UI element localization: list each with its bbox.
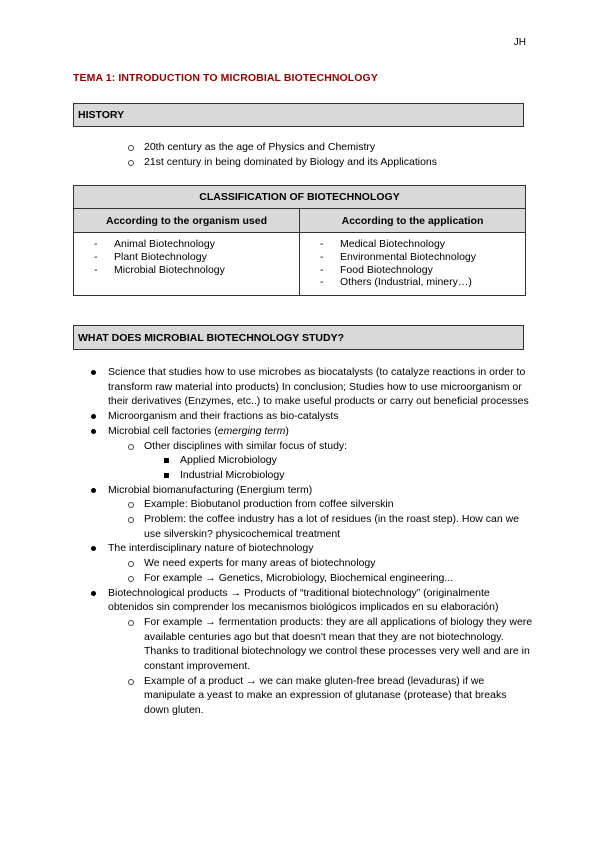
list-item [88, 424, 533, 483]
list-item [88, 586, 533, 718]
list-item: - Animal Biotechnology [74, 238, 299, 251]
list-item: 20th century as the age of Physics and Chemistry [124, 140, 437, 155]
author-initials: JH [513, 37, 526, 48]
list-item: - Microbial Biotechnology [74, 264, 299, 277]
list-item: - Medical Biotechnology [300, 238, 525, 251]
list-item-text: Microbial cell factories ( [108, 424, 218, 437]
list-item: Example of a product → we can make gluten-free bread (levaduras) if we manipulate a yeast to make an expression of glutanase (protease) that breaks down gluten. [108, 674, 533, 718]
list-item: - Plant Biotechnology [74, 251, 299, 264]
list-item: For example → fermentation products: they are all applications of biology they were available centuries ago but that doesn't mean that they are not biotechnology. Thanks to traditional biotechnology we control these processes very well and are in constant improvement. [108, 615, 533, 674]
history-heading-label: HISTORY [78, 109, 125, 121]
list-item-text: The interdisciplinary nature of biotechnology [108, 542, 314, 555]
column-header-organism: According to the organism used [74, 209, 300, 233]
list-item [88, 483, 533, 542]
study-heading-label: WHAT DOES MICROBIAL BIOTECHNOLOGY STUDY? [78, 331, 345, 344]
history-list [124, 140, 437, 170]
document-title: TEMA 1: INTRODUCTION TO MICROBIAL BIOTECHNOLOGY [73, 72, 378, 84]
study-list [88, 365, 533, 718]
classification-table [73, 185, 526, 296]
study-heading [73, 325, 524, 350]
list-item: Applied Microbiology [144, 453, 533, 468]
organism-cell [74, 233, 300, 296]
list-item: Science that studies how to use microbes as biocatalysts (to catalyze reactions in order to transform raw material into products) In conclusion; Studies how to use microorganism or their derivatives (Enzymes, etc..) to make useful products or carry out beneficial processes [88, 365, 533, 409]
list-item: - Others (Industrial, minery…) [300, 276, 525, 289]
list-item [88, 541, 533, 585]
list-item: We need experts for many areas of biotechnology [108, 556, 533, 571]
list-item-text: ) [285, 424, 289, 437]
list-item: Microorganism and their fractions as bio-catalysts [88, 409, 533, 424]
history-heading [73, 103, 524, 127]
list-item: Industrial Microbiology [144, 468, 533, 483]
list-item: - Food Biotechnology [300, 264, 525, 277]
column-header-application: According to the application [300, 209, 526, 233]
list-item-text: Microbial biomanufacturing (Energium term) [108, 483, 313, 496]
list-item: For example → Genetics, Microbiology, Biochemical engineering... [108, 571, 533, 586]
list-item-text: Biotechnological products → Products of “traditional biotechnology” (originalmente obtenidos sin comprender los mecanismos biológicos implicados en su elaboración) [108, 586, 499, 614]
classification-title: CLASSIFICATION OF BIOTECHNOLOGY [74, 186, 526, 209]
list-item: Example: Biobutanol production from coffee silverskin [108, 497, 533, 512]
application-cell [300, 233, 526, 296]
emphasis-text: emerging term [217, 424, 286, 437]
list-item: - Environmental Biotechnology [300, 251, 525, 264]
list-item: 21st century in being dominated by Biology and its Applications [124, 155, 437, 170]
list-item: Problem: the coffee industry has a lot of residues (in the roast step). How can we use silverskin? physicochemical treatment [108, 512, 533, 541]
list-item-text: Other disciplines with similar focus of study: [144, 439, 348, 452]
list-item [108, 439, 533, 483]
